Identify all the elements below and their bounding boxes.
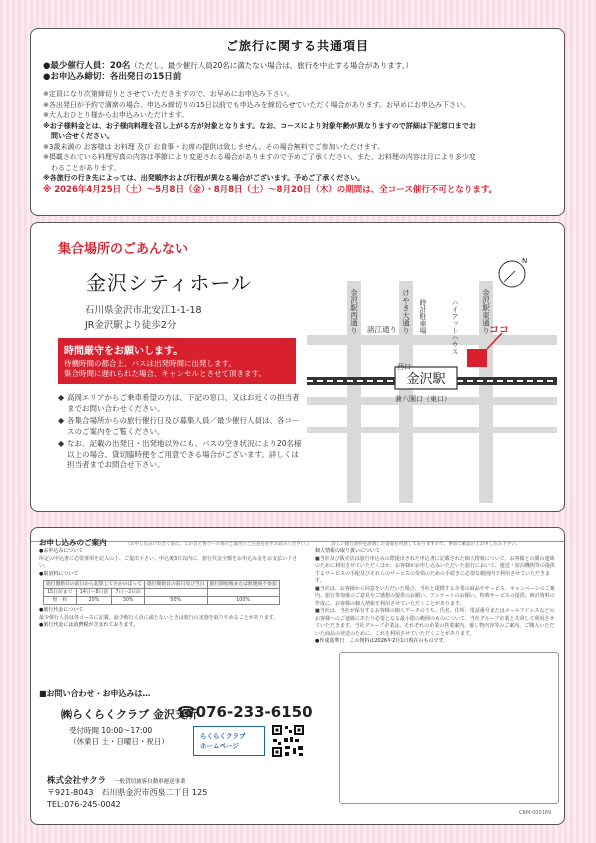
fee-value: 20% <box>76 597 112 605</box>
fee-col: 15日前まで <box>44 589 77 597</box>
common-info-panel <box>30 28 565 216</box>
address-line: 石川県金沢市北安江1-1-18 <box>85 305 202 316</box>
note-item: わることがあります。 <box>51 163 121 172</box>
landmark-hyatt: ハイアットハウス <box>451 299 459 355</box>
note-item: ※掲載されている料理写真の内容は季節により変更される場合がありますので予めご了承ください。また、お料理の内容は月により多少変 <box>43 153 476 161</box>
fee-col: 7日〜2日前 <box>112 589 145 597</box>
phone-number[interactable]: ☎076-233-6150 <box>177 703 313 721</box>
closure-notice: ※ 2026年4月25日（土）～5月8日（金）・8月8日（土）～8月20日（木）の期間は、全コース催行不可となります。 <box>43 184 498 195</box>
diamond-icon: ◆ <box>58 439 65 448</box>
fee-value: 無 料 <box>44 597 77 605</box>
road-label-west: 金沢駅西通り <box>349 289 359 334</box>
punctuality-notice <box>58 338 296 384</box>
fee-header: 旅行開始日の前日から起算してさかのぼって <box>44 581 145 589</box>
svg-text:N: N <box>522 257 528 265</box>
west-exit-label: 西口 <box>397 363 411 371</box>
station-label: 金沢駅 <box>406 372 446 387</box>
meeting-title: 集合場所のごあんない <box>58 242 189 257</box>
application-subtitle: （お申し込みいただく前に、この頁と各コース毎のご案内とご注意を必ずお読みください。） <box>125 542 313 547</box>
holidays-line: （休業日 土・日曜日・祝日） <box>69 737 169 746</box>
meeting-place-panel <box>30 222 565 512</box>
list-item: ◆ なお、記載の出発日・出発地以外にも、バスの空き状況により20名様以上の場合、貸切臨時便をご用意できる場合がございます。詳しくは担当者までお問合せ下さい。 <box>58 439 302 469</box>
club-name: ㈱らくらくクラブ 金沢支所 <box>61 708 197 721</box>
east-exit-label: 兼六園口（東口） <box>395 395 451 403</box>
business-hours <box>69 725 169 747</box>
homepage-link[interactable] <box>193 726 265 756</box>
punctuality-title: 時間厳守をお願いします。 <box>64 346 184 357</box>
company-info <box>47 768 207 811</box>
common-info-title: ご旅行に関する共通項目 <box>225 39 369 53</box>
note-item: 問い合せください。 <box>51 132 114 140</box>
hours-line: 受付時間 10:00〜17:00 <box>69 726 153 735</box>
terms-heading: ●取消料について <box>39 570 79 577</box>
list-item: ◆ 高岡エリアからご乗車希望の方は、下記の窓口、又はお近くの担当者までお問い合わせください。 <box>58 393 300 413</box>
terms-text: 所定の申込書に必要事項を記入の上、ご提出下さい。申込後3日以内に、旅行代金全額をお申込み金をお支払い下さい。 <box>39 555 298 569</box>
diamond-icon: ◆ <box>58 416 65 425</box>
note-item: ※お子様料金とは、お子様向料理を召し上がる方が対象となります。なお、コースにより対象年齢が異なりますので詳細は下記窓口までお <box>43 121 476 130</box>
diamond-icon: ◆ <box>58 393 65 402</box>
note-item: ※定員になり次第締切りとさせていただきますので、お早めにお申込み下さい。 <box>43 90 294 98</box>
company-name: 株式会社サクラ <box>47 776 107 786</box>
fee-value: 50% <box>144 597 207 605</box>
company-address: 〒921-8043 石川県金沢市西泉二丁目 125 <box>47 788 208 797</box>
fee-header: 旅行開始後または無連絡不参加 <box>207 581 279 589</box>
note-item: ※各旅行の行き先によっては、出発順序および行程が異なる場合がございます。予めご了承ください。 <box>43 174 365 182</box>
company-registration: 一般貸切旅客自動車運送事業 <box>114 779 186 785</box>
punctuality-line: 集合時間に遅れられた場合、キャンセルとさせて頂きます。 <box>64 369 266 378</box>
privacy-heading: 個人情報の取り扱いについて <box>315 548 380 554</box>
qr-code-icon[interactable] <box>271 724 305 758</box>
cancellation-fee-table <box>43 580 280 605</box>
fee-value: 30% <box>112 597 145 605</box>
homepage-line: ホームページ <box>200 742 239 750</box>
terms-heading: ●旅行代金には消費税が含まれております。 <box>39 622 138 628</box>
note-item: ※3歳未満の お客様は お料理 及び お食事・お席の提供は致しません。その場合無料でご参加いただけます。 <box>43 142 385 151</box>
fee-header: 旅行開始日の前日及び当日 <box>144 581 207 589</box>
fee-col: 14日〜8日前 <box>76 589 112 597</box>
terms-left-column <box>39 548 307 630</box>
list-item: ◆ 各集合場所からの旅行催行日及び募集人員／最少催行人員は、各コースのご案内をご覧ください。 <box>58 416 300 436</box>
terms-text: 最少催行人員は各コースに記載。最少催行人員に満たないときは旅行の実施を取りやめることがあります。 <box>39 614 279 621</box>
note-item: ※大人おひとり様からお申込みいただけます。 <box>43 111 189 119</box>
homepage-line: らくらくクラブ <box>200 732 246 740</box>
inquiry-label: ■お問い合わせ・お申込みは… <box>39 689 151 698</box>
punctuality-line: 待機時間の都合上、バスは出発時間に出発します。 <box>64 359 236 368</box>
privacy-text: ●作成基準日 この資料は2026年2月1日現在のものです。 <box>315 638 449 644</box>
meeting-notes <box>58 393 303 473</box>
road-label-moroe: 諸江通り <box>367 325 397 334</box>
notes-list <box>43 89 552 196</box>
privacy-text: ■当社は、当社が保有するお客様の個人データのうち、氏名、住所、電話番号またはメールアドレスなどのお客様へのご連絡にあたり必要となる最小限の範囲のものについて、当社グループ企業と共同して利用させていただきます。当社グループ企業は、それぞれの企業の営業案内、催し物内容等のご案内、ご購入いただいた商品の発送のために、これを利用させていただくことがあります。 <box>315 608 555 637</box>
landmark-parking: 時計駐車場 <box>419 299 427 334</box>
privacy-text: ■当社は、お客様から同意をいただいた場合、当社と提携する企業の商品やサービス、キャンペーンのご案内、旅行参加後のご意見やご感想の提供のお願い、アンケートのお願い、特典サービスの提供、統計資料の作成に、お客様の個人情報を利用させていただくことがあります。 <box>315 585 555 607</box>
hall-address <box>85 303 202 333</box>
hall-name: 金沢シティホール <box>86 271 252 295</box>
application-panel <box>30 527 565 825</box>
min-people: ●最少催行人員：20名（ただし、最少催行人員20名に満たない場合は、旅行を中止する場合があります。） <box>43 61 413 71</box>
application-title: お申し込みのご案内 <box>39 538 107 547</box>
privacy-right-column <box>315 548 559 646</box>
application-header <box>31 528 564 547</box>
access-map <box>307 241 557 503</box>
company-tel: TEL:076-245-0042 <box>47 800 121 809</box>
terms-heading: ●お申込みについて <box>39 548 84 554</box>
note-item: ※各出発日が予約で満席の場合、申込み締切りの15日以前でも申込みを締切らせていただく場合があります。お早めにお申込み下さい。 <box>43 100 471 109</box>
here-label: ココ <box>489 325 509 336</box>
application-subtitle2: 詳しい旅行条件を説明した書面を用意してありますので、事前に確認の上お申し込み下さい。 <box>331 542 521 547</box>
terms-heading: ●旅行代金について <box>39 607 84 613</box>
document-code: CRM-000189 <box>519 810 552 816</box>
road-label-east: 金沢駅東通り <box>481 289 491 334</box>
road-label-keyaki: けやき大通り <box>401 289 411 334</box>
access-line: JR金沢駅より徒歩2分 <box>85 320 177 331</box>
deadline: ●お申込み締切：各出発日の15日前 <box>43 72 182 82</box>
privacy-text: ■当社及び販売店は旅行申込みの際提出された申込書に記載された個人情報について、お客様との間の連絡のために利用させていただくほか、お客様がお申し込みいただいた旅行において、運送・宿泊機関等の提供するサービスの手配及びそれらのサービスの受領のための手続きに必要な範囲内で利用させていただきます。 <box>315 555 555 584</box>
stamp-box <box>339 652 559 804</box>
fee-value: 100% <box>207 597 279 605</box>
